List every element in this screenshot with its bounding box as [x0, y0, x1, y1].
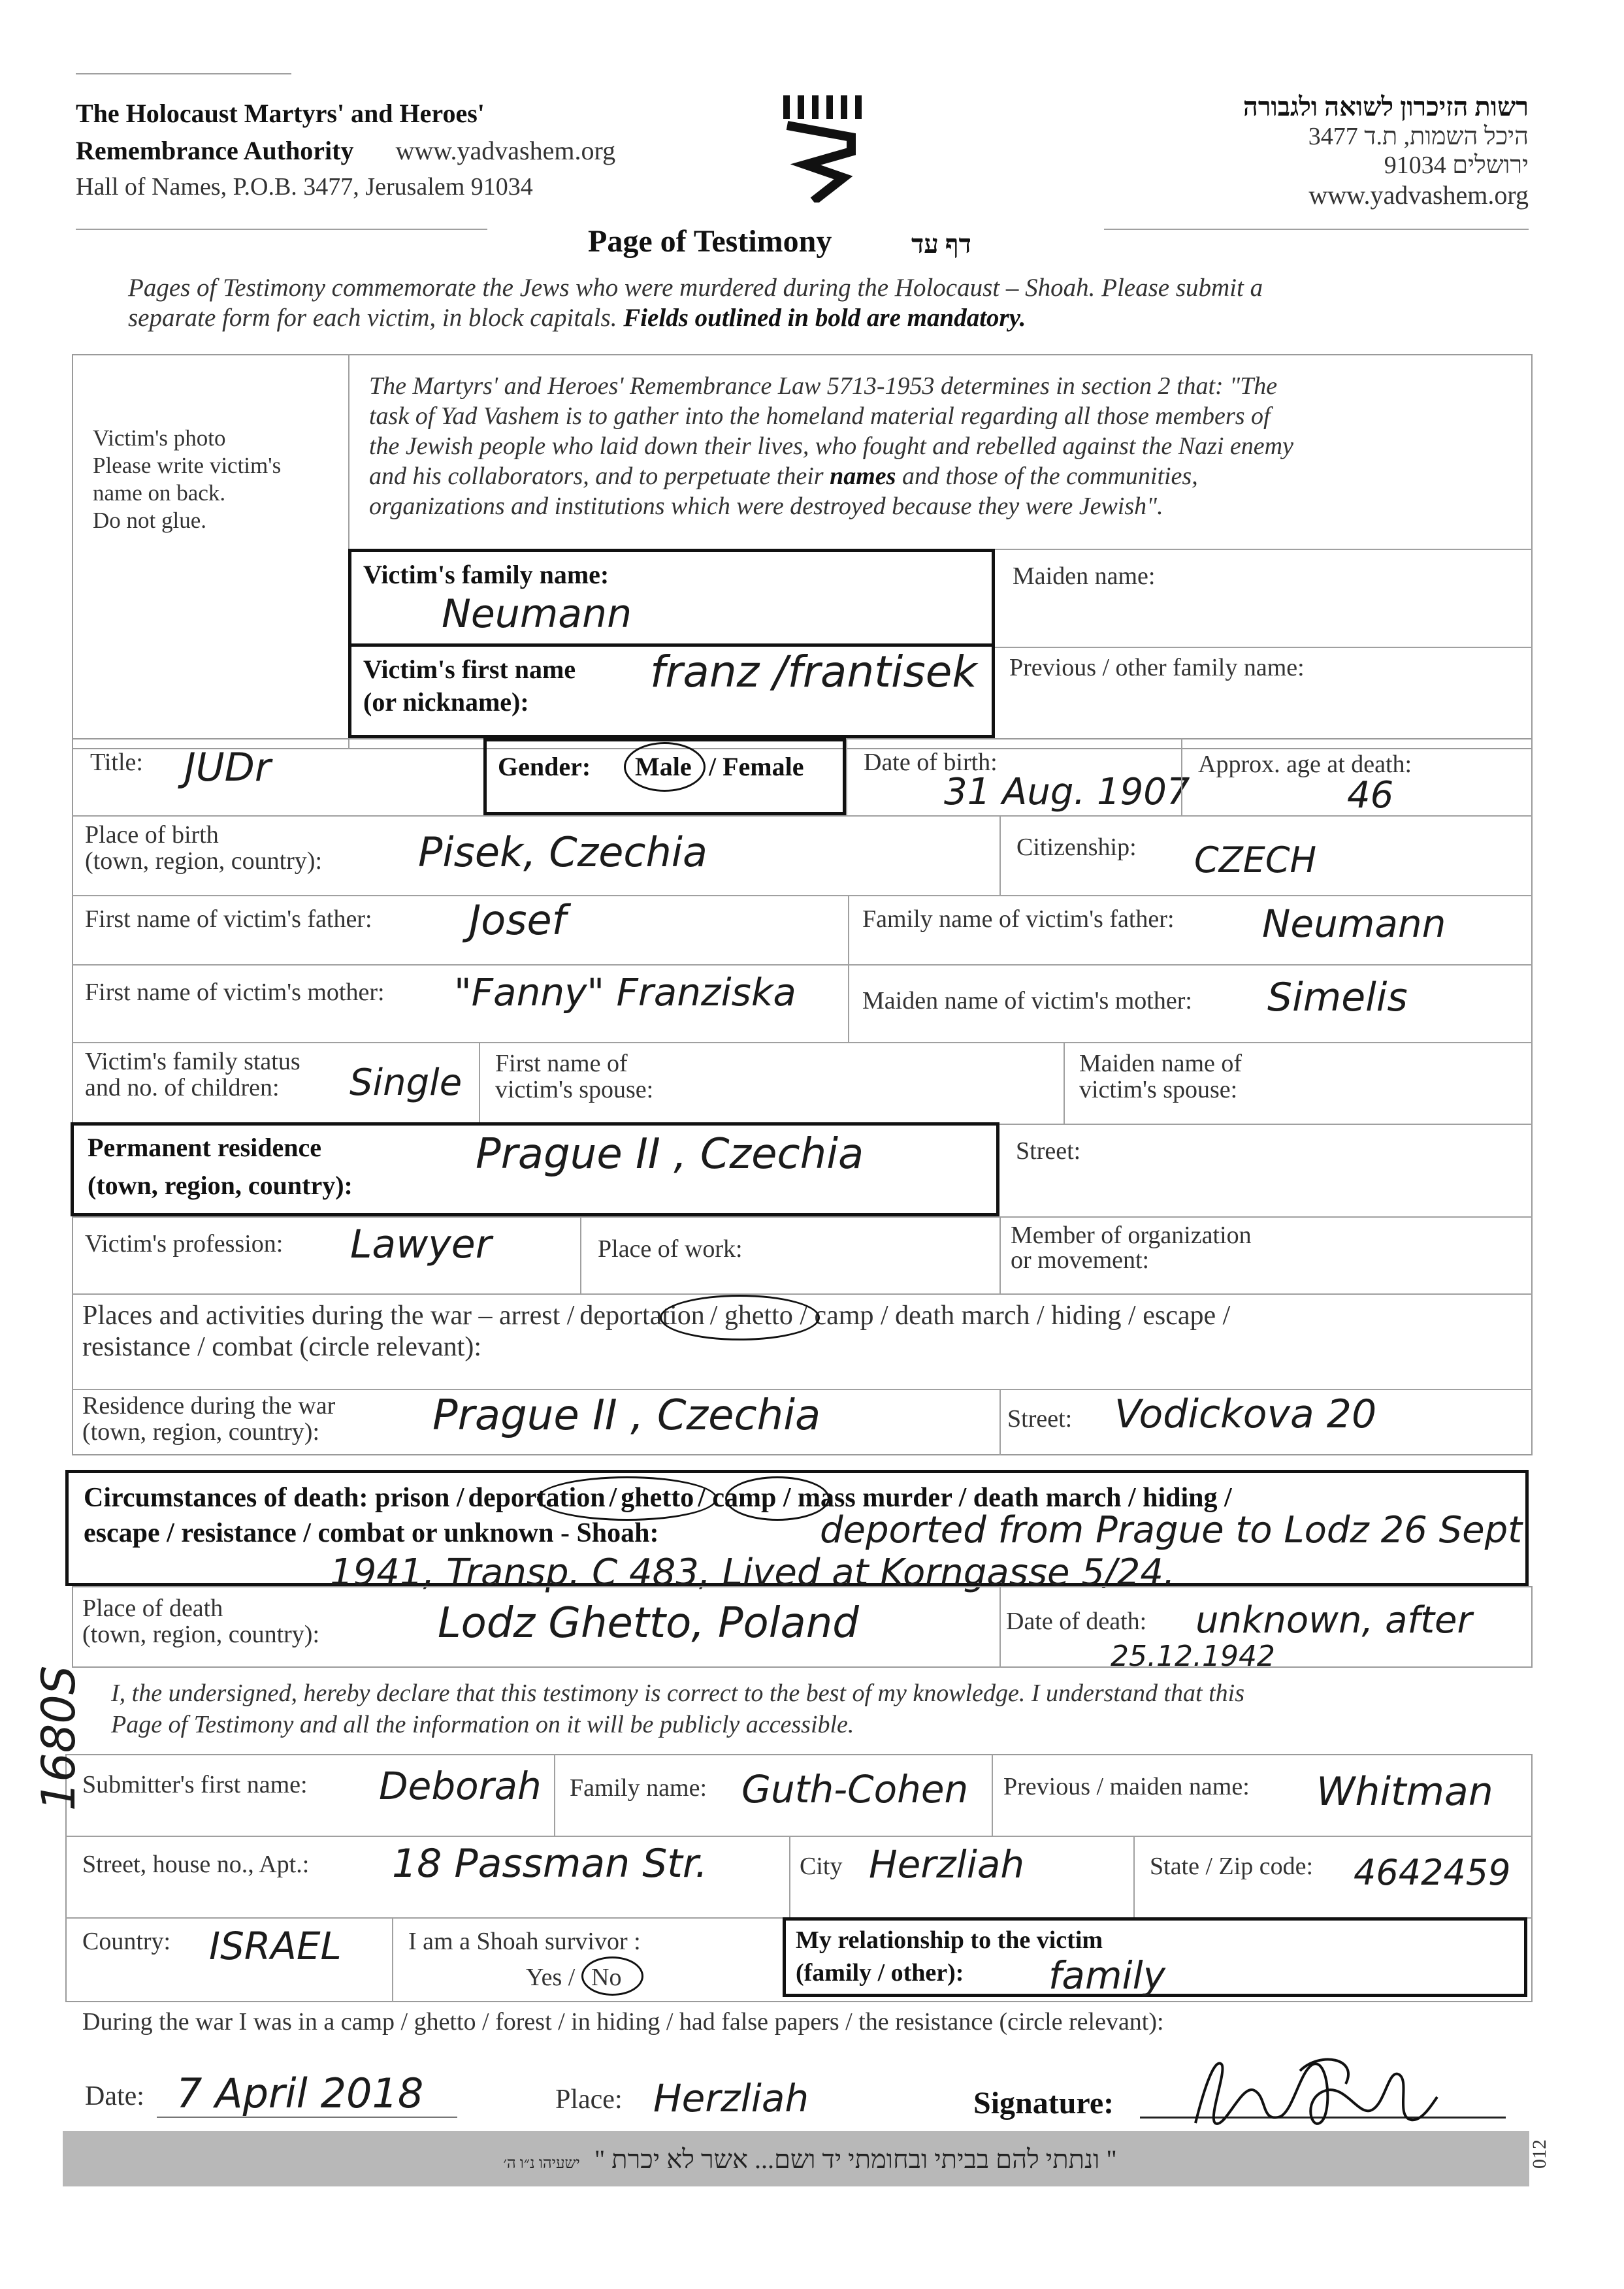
pod-value: Lodz Ghetto, Poland	[438, 1599, 859, 1648]
edge-code: 012	[1529, 2139, 1550, 2169]
survivor-yes[interactable]: Yes /	[526, 1964, 576, 1991]
war-places-text: Places and activities during the war – arrest / deportation / ghetto / camp / death march / hiding / escape / resistance / combat (circle relevant):	[82, 1301, 1231, 1362]
spouse-first-label: First name of victim's spouse:	[495, 1050, 654, 1103]
previous-name-label: Previous / other family name:	[1009, 654, 1305, 681]
gender-label: Gender:	[498, 752, 591, 781]
father-family-label: Family name of victim's father:	[862, 905, 1175, 933]
hebrew-org-name: רשות הזיכרון לשואה ולגבורה	[1242, 92, 1529, 122]
survivor-no[interactable]: No	[591, 1964, 622, 1991]
war-deportation-option[interactable]: deportation	[579, 1301, 705, 1331]
first-name-value: franz /frantisek	[650, 647, 977, 697]
submitter-family-value: Guth-Cohen	[741, 1767, 969, 1811]
submitter-street-label: Street, house no., Apt.:	[82, 1851, 310, 1878]
war-street-value: Vodickova 20	[1114, 1391, 1377, 1437]
dod-value-line2: 25.12.1942	[1111, 1640, 1275, 1673]
circ-deportation-option[interactable]: deportation	[468, 1483, 606, 1513]
place-value: Herzliah	[653, 2076, 809, 2120]
footer-quote-source: ישעיהו נ״ו ה׳	[503, 2155, 580, 2172]
side-number: 1680S	[32, 1665, 86, 1811]
submitter-family-label: Family name:	[570, 1774, 707, 1802]
pod-label: Place of death (town, region, country):	[82, 1595, 320, 1648]
submitter-country-label: Country:	[82, 1928, 171, 1955]
law-text: The Martyrs' and Heroes' Remembrance Law 5713-1953 determines in section 2 that: "The task of Yad Vashem is to gather into the homeland material regarding all those members of the Jewish people who laid down their lives, who fought and rebelled against the Nazi enemy and his collaborators, and to perpetuate their names and those of the communities, organizations and institutions which were destroyed because they were Jewish".	[369, 372, 1293, 520]
profession-value: Lawyer	[350, 1222, 492, 1267]
submitter-prev-value: Whitman	[1316, 1769, 1493, 1815]
submitter-zip-label: State / Zip code:	[1150, 1853, 1314, 1880]
citizenship-label: Citizenship:	[1016, 834, 1137, 861]
intro-text: Pages of Testimony commemorate the Jews who were murdered during the Holocaust – Shoah. Please submit a separate form for each victim, in block capitals. Fields outlined in bold are mandatory.	[128, 274, 1263, 332]
submitter-street-value: 18 Passman Str.	[392, 1841, 708, 1887]
submitter-country-value: ISRAEL	[209, 1924, 342, 1968]
relationship-value: family	[1048, 1953, 1166, 1998]
website-left: www.yadvashem.org	[395, 136, 616, 165]
dob-label: Date of birth:	[864, 749, 998, 776]
mother-maiden-value: Simelis	[1267, 975, 1408, 1020]
header-left	[76, 98, 729, 201]
signature-image	[1169, 2045, 1444, 2143]
circ-ghetto-option[interactable]: ghetto	[621, 1483, 694, 1513]
family-status-value: Single	[349, 1062, 463, 1104]
residence-label: Permanent residence (town, region, country):	[88, 1133, 353, 1200]
header-rule-top	[76, 73, 291, 74]
victim-photo-area[interactable]: Victim's photo Please write victim's name on back. Do not glue.	[93, 425, 282, 533]
submitter-prev-label: Previous / maiden name:	[1003, 1773, 1250, 1800]
gender-female[interactable]: / Female	[709, 752, 804, 781]
survivor-no-circle	[581, 1956, 643, 1996]
hebrew-address-2: ירושלים 91034	[1384, 152, 1529, 179]
family-name-value: Neumann	[442, 591, 632, 637]
survivor-label: I am a Shoah survivor :	[408, 1928, 641, 1955]
circumstances-value-line1: deported from Prague to Lodz 26 Sept	[820, 1509, 1523, 1551]
father-first-value: Josef	[469, 896, 566, 944]
submitter-zip-value: 4642459	[1354, 1852, 1511, 1893]
profession-label: Victim's profession:	[85, 1230, 284, 1258]
submitter-first-label: Submitter's first name:	[82, 1771, 308, 1798]
during-war-text: During the war I was in a camp / ghetto / forest / in hiding / had false papers / the resistance (circle relevant):	[82, 2008, 1164, 2036]
header-rule-left	[76, 229, 487, 230]
org-name-line2: Remembrance Authority	[76, 136, 354, 165]
website-right: www.yadvashem.org	[1308, 180, 1529, 210]
street-label: Street:	[1016, 1137, 1081, 1165]
mother-first-label: First name of victim's mother:	[85, 979, 385, 1006]
date-value: 7 April 2018	[176, 2070, 424, 2117]
pob-value: Pisek, Czechia	[418, 828, 707, 876]
gender-male[interactable]: Male	[635, 752, 692, 781]
age-label: Approx. age at death:	[1198, 751, 1412, 778]
circumstances-value-line2: 1941, Transp. C 483, Lived at Korngasse 5/24.	[330, 1551, 1175, 1594]
pob-label: Place of birth (town, region, country):	[85, 821, 323, 875]
signature-label: Signature:	[973, 2086, 1114, 2120]
yad-vashem-logo	[774, 91, 866, 203]
war-residence-value: Prague II , Czechia	[432, 1391, 821, 1440]
circ-deportation-circle	[537, 1476, 717, 1521]
father-first-label: First name of victim's father:	[85, 905, 372, 933]
org-name-line1: The Holocaust Martyrs' and Heroes'	[76, 99, 485, 128]
org-address: Hall of Names, P.O.B. 3477, Jerusalem 91034	[76, 173, 533, 201]
relationship-label: My relationship to the victim (family / other):	[796, 1926, 1103, 1987]
gender-male-circle	[624, 742, 706, 792]
footer-quote: " ונתתי להם בביתי ובחומתי יד ושם... אשר לא יכרת " ישעיהו נ״ו ה׳	[503, 2145, 1117, 2174]
maiden-name-label: Maiden name:	[1013, 562, 1156, 590]
family-status-label: Victim's family status and no. of children:	[85, 1048, 300, 1101]
header-right	[1078, 91, 1529, 210]
residence-value: Prague II , Czechia	[476, 1130, 864, 1178]
war-deportation-circle	[660, 1295, 820, 1340]
date-label: Date:	[85, 2081, 144, 2111]
family-name-label: Victim's family name:	[363, 560, 609, 589]
submitter-city-value: Herzliah	[869, 1842, 1025, 1887]
age-value: 46	[1347, 774, 1394, 817]
submitter-city-label: City	[800, 1853, 843, 1880]
spouse-maiden-label: Maiden name of victim's spouse:	[1079, 1050, 1242, 1103]
dod-value-line1: unknown, after	[1195, 1599, 1472, 1642]
first-name-label: Victim's first name (or nickname):	[363, 655, 576, 717]
header-rule-right	[1104, 229, 1529, 230]
member-label: Member of organization or movement:	[1011, 1222, 1252, 1274]
circ-ghetto-circle	[725, 1476, 830, 1521]
maiden-name-rule	[995, 647, 1533, 648]
dob-value: 31 Aug. 1907	[944, 771, 1190, 813]
workplace-label: Place of work:	[598, 1235, 743, 1263]
war-street-label: Street:	[1007, 1405, 1073, 1433]
father-family-value: Neumann	[1262, 901, 1446, 946]
citizenship-value: CZECH	[1194, 839, 1317, 881]
hebrew-address-1: היכל השמות, ת.ד 3477	[1308, 123, 1529, 150]
mother-maiden-label: Maiden name of victim's mother:	[862, 987, 1192, 1015]
declaration-text: I, the undersigned, hereby declare that this testimony is correct to the best of my knowledge. I understand that this Page of Testimony and all the information on it will be publicly accessible.	[111, 1680, 1245, 1738]
war-residence-label: Residence during the war (town, region, country):	[82, 1392, 336, 1446]
page-title: Page of Testimony	[588, 224, 832, 259]
dod-label: Date of death:	[1006, 1608, 1147, 1635]
circumstances-label: Circumstances of death: prison / deportation / ghetto / camp / mass murder / death march / hiding / escape / resistance / combat or unknown - Shoah:	[84, 1483, 1232, 1548]
title-label: Title:	[90, 749, 143, 776]
place-label: Place:	[555, 2085, 623, 2115]
page-title-hebrew: דף עד	[911, 229, 971, 259]
submitter-first-value: Deborah	[379, 1764, 542, 1808]
mother-first-value: "Fanny" Franziska	[454, 970, 796, 1015]
title-value: JUDr	[184, 745, 271, 790]
